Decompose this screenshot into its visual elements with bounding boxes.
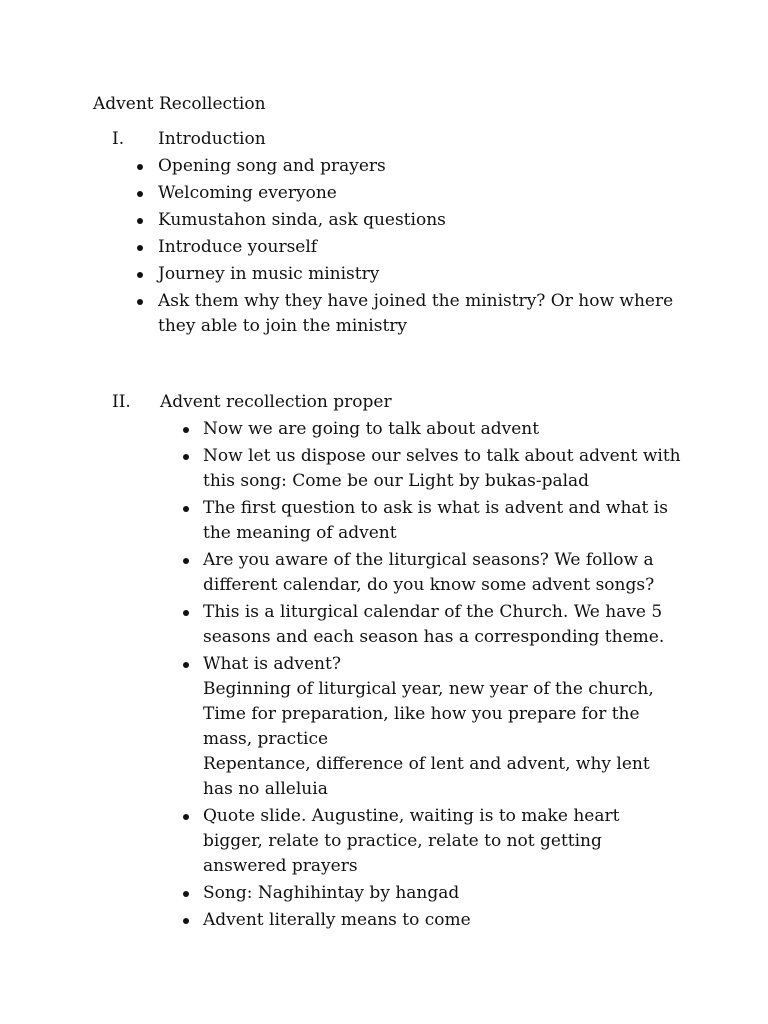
list-item: [0, 235, 678, 260]
bullet-icon: [183, 558, 189, 564]
bullet-icon: [137, 245, 143, 251]
list-item-subline: Beginning of liturgical year, new year of the church,: [203, 679, 654, 699]
section-title: Advent recollection proper: [160, 392, 392, 412]
bullet-icon: [183, 662, 189, 668]
list-item: [0, 181, 678, 206]
section-title: Introduction: [158, 129, 266, 149]
list-item-text: Now let us dispose our selves to talk about advent with this song: Come be our Light by bukas-palad: [203, 446, 681, 491]
list-item: [0, 417, 683, 442]
list-item: [0, 652, 683, 802]
list-item-text: Kumustahon sinda, ask questions: [158, 210, 446, 230]
list-item: [0, 154, 678, 179]
list-item-text: Journey in music ministry: [158, 264, 380, 284]
document-title: Advent Recollection: [93, 94, 266, 114]
bullet-icon: [183, 427, 189, 433]
section-heading: [0, 390, 768, 417]
section-numeral: II.: [112, 392, 131, 412]
list-item-text: This is a liturgical calendar of the Church. We have 5 seasons and each season has a corresponding theme.: [203, 602, 665, 647]
list-item-text: Welcoming everyone: [158, 183, 337, 203]
bullet-icon: [137, 191, 143, 197]
list-item: [0, 496, 683, 546]
bullet-icon: [183, 918, 189, 924]
list-item: [0, 804, 683, 879]
list-item-text: Opening song and prayers: [158, 156, 386, 176]
bullet-icon: [183, 454, 189, 460]
bullet-icon: [137, 272, 143, 278]
list-item: [0, 908, 683, 933]
list-item: [0, 881, 683, 906]
section-numeral: I.: [112, 129, 125, 149]
list-item-text: What is advent?: [203, 654, 341, 674]
bullet-icon: [137, 218, 143, 224]
list-item-text: Are you aware of the liturgical seasons? We follow a different calendar, do you know some advent songs?: [203, 550, 655, 595]
list-item: [0, 208, 678, 233]
list-item: [0, 600, 683, 650]
list-item-text: Introduce yourself: [158, 237, 318, 257]
list-item-text: Ask them why they have joined the ministry? Or how where they able to join the ministry: [158, 291, 674, 336]
bullet-icon: [183, 814, 189, 820]
bullet-icon: [183, 891, 189, 897]
list-item: [0, 262, 678, 287]
list-item-text: Song: Naghihintay by hangad: [203, 883, 460, 903]
list-item-text: Advent literally means to come: [203, 910, 471, 930]
list-item-subline: Repentance, difference of lent and advent, why lent has no alleluia: [203, 754, 650, 799]
bullet-list: [0, 417, 768, 933]
list-item-subline: Time for preparation, like how you prepare for the mass, practice: [203, 704, 640, 749]
list-item-text: The first question to ask is what is advent and what is the meaning of advent: [203, 498, 668, 543]
bullet-icon: [183, 610, 189, 616]
list-item: [0, 548, 683, 598]
list-item-text: Quote slide. Augustine, waiting is to make heart bigger, relate to practice, relate to not getting answered prayers: [203, 806, 620, 876]
bullet-list: [0, 154, 768, 339]
section-introduction: [0, 127, 768, 341]
bullet-icon: [137, 164, 143, 170]
list-item: [0, 444, 683, 494]
bullet-icon: [137, 299, 143, 305]
list-item: [0, 289, 678, 339]
list-item-text: Now we are going to talk about advent: [203, 419, 540, 439]
section-advent-recollection-proper: [0, 390, 768, 935]
section-heading: [0, 127, 768, 154]
bullet-icon: [183, 506, 189, 512]
